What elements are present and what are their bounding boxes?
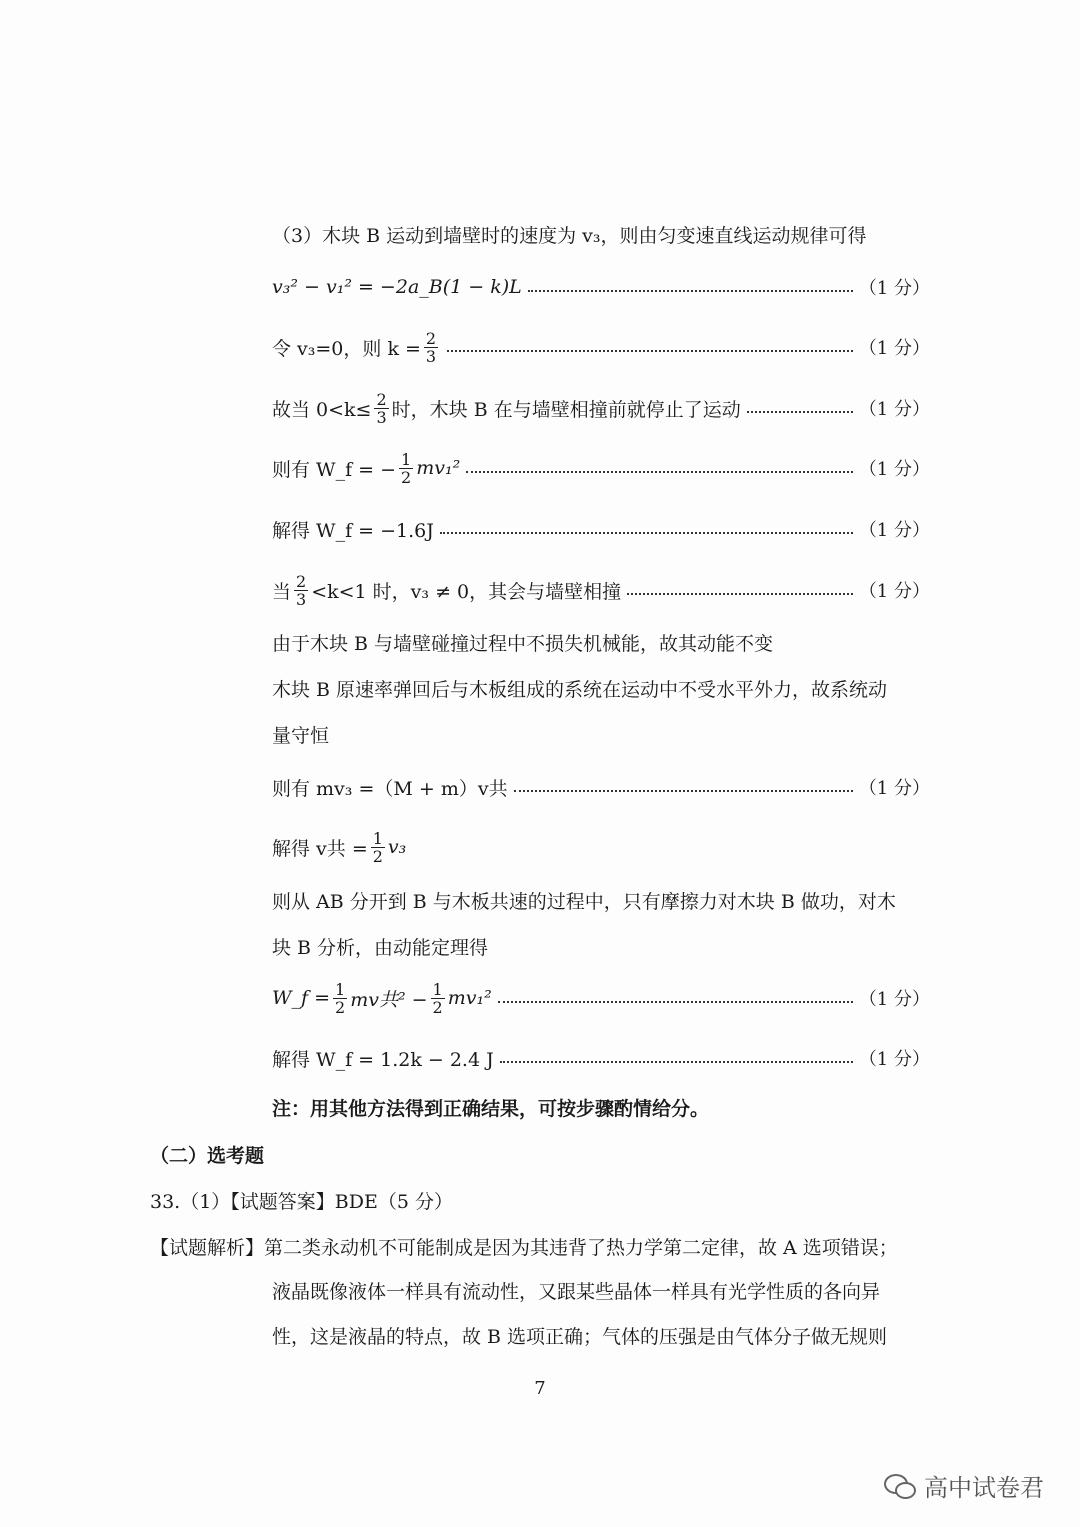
fraction-numerator: 2 — [296, 571, 307, 591]
equation-9 — [272, 978, 930, 1018]
leader-dots — [447, 337, 853, 357]
points-label: （1 分） — [858, 278, 930, 299]
section-title: （二）选考题 — [150, 1144, 265, 1167]
question-33-answer — [150, 1180, 930, 1220]
leader-dots — [440, 519, 853, 539]
equation-7-expr: 则有 mv₃ =（M + m）v共 — [272, 777, 508, 800]
points-label: （1 分） — [858, 459, 930, 480]
leader-dots — [514, 777, 853, 797]
intro-text: （3）木块 B 运动到墙壁时的速度为 v₃，则由匀变速直线运动规律可得 — [272, 224, 867, 247]
equation-6 — [272, 570, 930, 610]
equation-2-expr: 令 v₃=0，则 k = — [272, 337, 421, 360]
analysis-line-3 — [272, 1315, 930, 1355]
fraction — [424, 330, 438, 365]
points-label: （1 分） — [858, 338, 930, 359]
fraction-numerator: 1 — [401, 449, 412, 469]
points-label: （1 分） — [858, 581, 930, 602]
equation-9-post: mv₁² — [447, 987, 492, 1009]
text-line-3 — [272, 714, 930, 754]
intro-line — [272, 214, 930, 254]
leader-dots — [500, 1048, 853, 1068]
equation-3-pre: 故当 0<k≤ — [272, 398, 372, 421]
note-text: 注：用其他方法得到正确结果，可按步骤酌情给分。 — [272, 1097, 710, 1120]
body-text: 木块 B 原速率弹回后与木板组成的系统在运动中不受水平外力，故系统动 — [272, 678, 888, 701]
fraction — [431, 981, 445, 1016]
equation-4 — [272, 448, 930, 488]
fraction-numerator: 2 — [376, 389, 387, 409]
body-text: 块 B 分析，由动能定理得 — [272, 936, 489, 959]
equation-6-pre: 当 — [272, 580, 292, 603]
equation-2 — [272, 327, 930, 367]
text-line-1 — [272, 622, 930, 662]
points-label: （1 分） — [858, 520, 930, 541]
watermark — [884, 1468, 1044, 1503]
equation-8-post: v₃ — [387, 836, 407, 858]
points-label: （1 分） — [858, 778, 930, 799]
analysis-line-2 — [272, 1270, 930, 1310]
fraction-denominator: 3 — [296, 589, 307, 609]
section-heading — [150, 1134, 930, 1174]
fraction-denominator: 3 — [425, 346, 437, 366]
equation-1-expr: v₃² − v₁² = −2a_B(1 − k)L — [272, 276, 522, 298]
fraction-numerator: 1 — [372, 828, 383, 848]
fraction-denominator: 2 — [432, 997, 443, 1017]
body-text: 量守恒 — [272, 724, 330, 747]
text-line-4 — [272, 880, 930, 920]
equation-4-pre: 则有 W_f = − — [272, 458, 397, 481]
leader-dots — [627, 580, 853, 600]
fraction-denominator: 2 — [401, 467, 412, 487]
page-number: 7 — [534, 1378, 546, 1399]
equation-5-expr: 解得 W_f = −1.6J — [272, 519, 434, 542]
equation-6-post: <k<1 时，v₃ ≠ 0，其会与墙壁相撞 — [311, 580, 622, 603]
analysis-text: 液晶既像液体一样具有流动性，又跟某些晶体一样具有光学性质的各向异 — [272, 1280, 881, 1303]
equation-3-post: 时，木块 B 在与墙壁相撞前就停止了运动 — [391, 398, 741, 421]
fraction-numerator: 2 — [425, 328, 437, 348]
equation-5 — [272, 509, 930, 549]
fraction — [371, 830, 385, 865]
points-label: （1 分） — [858, 399, 930, 420]
fraction-denominator: 3 — [376, 407, 387, 427]
points-label: （1 分） — [858, 1049, 930, 1070]
equation-10-expr: 解得 W_f = 1.2k − 2.4 J — [272, 1048, 494, 1071]
body-text: 由于木块 B 与墙壁碰撞过程中不损失机械能，故其动能不变 — [272, 632, 774, 655]
fraction — [294, 573, 308, 608]
equation-10 — [272, 1038, 930, 1078]
equation-7 — [272, 767, 930, 807]
equation-1 — [272, 267, 930, 307]
equation-3 — [272, 388, 930, 428]
fraction — [333, 981, 347, 1016]
fraction-numerator: 1 — [432, 979, 443, 999]
fraction-denominator: 2 — [335, 997, 346, 1017]
body-text: 则从 AB 分开到 B 与木板共速的过程中，只有摩擦力对木块 B 做功，对木 — [272, 890, 896, 913]
analysis-text: 【试题解析】第二类永动机不可能制成是因为其违背了热力学第二定律，故 A 选项错误； — [150, 1236, 898, 1259]
analysis-line-1 — [150, 1226, 930, 1266]
fraction-denominator: 2 — [372, 846, 383, 866]
fraction — [399, 451, 413, 486]
fraction-numerator: 1 — [335, 979, 346, 999]
equation-8-pre: 解得 v共 = — [272, 837, 368, 860]
answer-text: 33.（1）【试题答案】BDE（5 分） — [150, 1190, 453, 1213]
equation-9-pre: W_f = — [272, 987, 331, 1009]
points-label: （1 分） — [858, 989, 930, 1010]
equation-9-mid: mv共² − — [350, 988, 428, 1011]
leader-dots — [747, 398, 853, 418]
equation-4-post: mv₁² — [416, 457, 461, 479]
text-line-5 — [272, 926, 930, 966]
text-line-2 — [272, 668, 930, 708]
analysis-text: 性，这是液晶的特点，故 B 选项正确；气体的压强是由气体分子做无规则 — [272, 1325, 888, 1348]
wechat-icon — [884, 1474, 914, 1498]
fraction — [374, 391, 388, 426]
leader-dots — [466, 458, 853, 478]
watermark-text: 高中试卷君 — [924, 1474, 1044, 1502]
leader-dots — [498, 988, 853, 1008]
leader-dots — [528, 277, 853, 297]
equation-8 — [272, 827, 930, 867]
note-line — [272, 1087, 930, 1127]
